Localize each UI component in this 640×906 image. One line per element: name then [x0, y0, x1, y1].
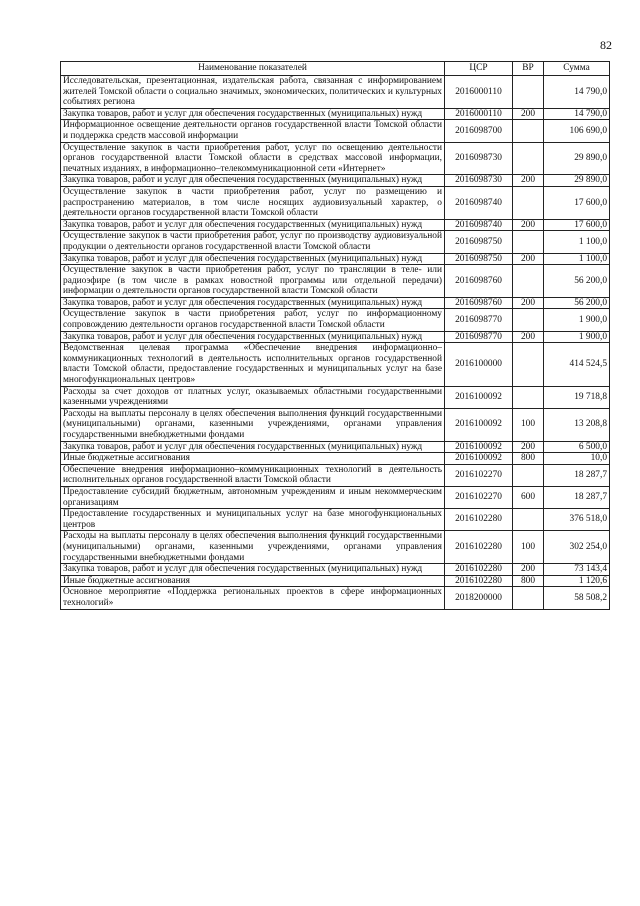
cell-name: Закупка товаров, работ и услуг для обеспечения государственных (муниципальных) нужд: [61, 175, 445, 187]
cell-csr: 2016100092: [445, 386, 513, 408]
cell-csr: 2016098760: [445, 265, 513, 298]
cell-sum: 302 254,0: [544, 531, 610, 564]
cell-sum: 18 287,7: [544, 486, 610, 508]
cell-csr: 2016000110: [445, 76, 513, 109]
cell-sum: 414 524,5: [544, 343, 610, 386]
table-header-row: [61, 62, 610, 76]
cell-sum: 29 890,0: [544, 175, 610, 187]
cell-csr: 2016098730: [445, 142, 513, 175]
table-row: [61, 343, 610, 386]
cell-vr: 600: [513, 486, 544, 508]
cell-name: Закупка товаров, работ и услуг для обеспечения государственных (муниципальных) нужд: [61, 253, 445, 265]
table-row: [61, 509, 610, 531]
cell-name: Предоставление субсидий бюджетным, автономным учреждениям и иным некоммерческим организациям: [61, 486, 445, 508]
cell-vr: [513, 76, 544, 109]
cell-vr: [513, 343, 544, 386]
cell-sum: 56 200,0: [544, 297, 610, 309]
cell-name: Осуществление закупок в части приобретения работ, услуг по трансляции в теле- или радиоэфире (в том числе в рамках новостной программы или отдельной передачи) информации о деятельности органов государственной власти Томской области: [61, 265, 445, 298]
cell-csr: 2016000110: [445, 108, 513, 120]
table-row: [61, 464, 610, 486]
cell-vr: 200: [513, 297, 544, 309]
cell-name: Закупка товаров, работ и услуг для обеспечения государственных (муниципальных) нужд: [61, 331, 445, 343]
cell-sum: 58 508,2: [544, 587, 610, 609]
cell-name: Предоставление государственных и муниципальных услуг на базе многофункциональных центров: [61, 509, 445, 531]
cell-name: Закупка товаров, работ и услуг для обеспечения государственных (муниципальных) нужд: [61, 108, 445, 120]
table-row: [61, 386, 610, 408]
table-row: [61, 441, 610, 453]
cell-csr: 2016102280: [445, 575, 513, 587]
cell-name: Закупка товаров, работ и услуг для обеспечения государственных (муниципальных) нужд: [61, 297, 445, 309]
cell-sum: 14 790,0: [544, 108, 610, 120]
table-row: [61, 120, 610, 142]
cell-sum: 376 518,0: [544, 509, 610, 531]
cell-csr: 2016098770: [445, 331, 513, 343]
cell-vr: [513, 142, 544, 175]
cell-sum: 13 208,8: [544, 408, 610, 441]
table-row: [61, 108, 610, 120]
table-row: [61, 253, 610, 265]
cell-csr: 2016102280: [445, 531, 513, 564]
column-header-sum: Сумма: [544, 62, 610, 76]
cell-csr: 2016098740: [445, 219, 513, 231]
cell-vr: 800: [513, 575, 544, 587]
cell-name: Закупка товаров, работ и услуг для обеспечения государственных (муниципальных) нужд: [61, 564, 445, 576]
cell-csr: 2016098750: [445, 253, 513, 265]
table-row: [61, 309, 610, 331]
cell-name: Ведомственная целевая программа «Обеспечение внедрения информационно–коммуникационных технологий в деятельность исполнительных органов государственной власти Томской области, предоставление государственных и муниципальных услуг на базе многофункциональных центров»: [61, 343, 445, 386]
cell-sum: 1 100,0: [544, 231, 610, 253]
cell-csr: 2016100092: [445, 408, 513, 441]
cell-csr: 2016098740: [445, 186, 513, 219]
column-header-vr: ВР: [513, 62, 544, 76]
cell-vr: [513, 464, 544, 486]
cell-sum: 73 143,4: [544, 564, 610, 576]
cell-name: Осуществление закупок в части приобретения работ, услуг по информационному сопровождению деятельности органов государственной власти Томской области: [61, 309, 445, 331]
cell-vr: [513, 587, 544, 609]
table-row: [61, 186, 610, 219]
cell-name: Основное мероприятие «Поддержка региональных проектов в сфере информационных технологий»: [61, 587, 445, 609]
cell-vr: 200: [513, 219, 544, 231]
cell-sum: 17 600,0: [544, 219, 610, 231]
cell-sum: 1 900,0: [544, 331, 610, 343]
cell-sum: 18 287,7: [544, 464, 610, 486]
cell-vr: [513, 309, 544, 331]
cell-sum: 10,0: [544, 453, 610, 465]
table-row: [61, 486, 610, 508]
table-body: [61, 76, 610, 610]
cell-name: Закупка товаров, работ и услуг для обеспечения государственных (муниципальных) нужд: [61, 219, 445, 231]
cell-csr: 2016098730: [445, 175, 513, 187]
cell-sum: 56 200,0: [544, 265, 610, 298]
cell-vr: 100: [513, 408, 544, 441]
cell-csr: 2016098750: [445, 231, 513, 253]
cell-csr: 2016098770: [445, 309, 513, 331]
column-header-name: Наименование показателей: [61, 62, 445, 76]
table-row: [61, 331, 610, 343]
cell-sum: 1 100,0: [544, 253, 610, 265]
cell-vr: 200: [513, 564, 544, 576]
column-header-csr: ЦСР: [445, 62, 513, 76]
cell-vr: 200: [513, 253, 544, 265]
cell-vr: [513, 265, 544, 298]
table-row: [61, 219, 610, 231]
cell-vr: 200: [513, 331, 544, 343]
cell-vr: [513, 186, 544, 219]
budget-table: [60, 61, 610, 610]
cell-vr: [513, 386, 544, 408]
page-number: 82: [600, 38, 612, 52]
cell-vr: 200: [513, 108, 544, 120]
cell-vr: 200: [513, 441, 544, 453]
table-row: [61, 265, 610, 298]
table-row: [61, 575, 610, 587]
table-row: [61, 175, 610, 187]
table-row: [61, 564, 610, 576]
cell-sum: 14 790,0: [544, 76, 610, 109]
cell-sum: 6 500,0: [544, 441, 610, 453]
cell-sum: 29 890,0: [544, 142, 610, 175]
cell-csr: 2016098700: [445, 120, 513, 142]
cell-sum: 17 600,0: [544, 186, 610, 219]
cell-csr: 2016100092: [445, 453, 513, 465]
cell-vr: [513, 509, 544, 531]
table-row: [61, 587, 610, 609]
cell-name: Обеспечение внедрения информационно–коммуникационных технологий в деятельность исполнительных органов государственной власти Томской области: [61, 464, 445, 486]
cell-csr: 2016098760: [445, 297, 513, 309]
cell-csr: 2016102270: [445, 486, 513, 508]
cell-csr: 2016102280: [445, 564, 513, 576]
cell-name: Осуществление закупок в части приобретения работ, услуг по производству аудиовизуальной продукции о деятельности органов государственной власти Томской области: [61, 231, 445, 253]
cell-name: Расходы за счет доходов от платных услуг, оказываемых областными государственными казенными учреждениями: [61, 386, 445, 408]
table-row: [61, 142, 610, 175]
cell-sum: 1 120,6: [544, 575, 610, 587]
cell-vr: 800: [513, 453, 544, 465]
cell-vr: [513, 120, 544, 142]
table-row: [61, 76, 610, 109]
cell-csr: 2016102270: [445, 464, 513, 486]
cell-name: Осуществление закупок в части приобретения работ, услуг по освещению деятельности органов государственной власти Томской области в средствах массовой информации, печатных изданиях, в информационно–телекоммуникационной сети «Интернет»: [61, 142, 445, 175]
cell-vr: 200: [513, 175, 544, 187]
cell-sum: 1 900,0: [544, 309, 610, 331]
table-row: [61, 453, 610, 465]
cell-vr: 100: [513, 531, 544, 564]
table-row: [61, 531, 610, 564]
table-row: [61, 297, 610, 309]
cell-name: Иные бюджетные ассигнования: [61, 453, 445, 465]
cell-name: Расходы на выплаты персоналу в целях обеспечения выполнения функций государственными (муниципальными) органами, казенными учреждениями, органами управления государственными внебюджетными фондами: [61, 531, 445, 564]
cell-csr: 2016100000: [445, 343, 513, 386]
cell-vr: [513, 231, 544, 253]
cell-csr: 2016102280: [445, 509, 513, 531]
cell-name: Иные бюджетные ассигнования: [61, 575, 445, 587]
cell-sum: 106 690,0: [544, 120, 610, 142]
cell-name: Информационное освещение деятельности органов государственной власти Томской области и поддержка средств массовой информации: [61, 120, 445, 142]
table-row: [61, 408, 610, 441]
cell-csr: 2018200000: [445, 587, 513, 609]
cell-name: Расходы на выплаты персоналу в целях обеспечения выполнения функций государственными (муниципальными) органами, казенными учреждениями, органами управления государственными внебюджетными фондами: [61, 408, 445, 441]
cell-sum: 19 718,8: [544, 386, 610, 408]
cell-name: Закупка товаров, работ и услуг для обеспечения государственных (муниципальных) нужд: [61, 441, 445, 453]
table-row: [61, 231, 610, 253]
cell-csr: 2016100092: [445, 441, 513, 453]
cell-name: Исследовательская, презентационная, издательская работа, связанная с информированием жителей Томской области о социально значимых, экономических, политических и культурных событиях региона: [61, 76, 445, 109]
cell-name: Осуществление закупок в части приобретения работ, услуг по размещению и распространению материалов, в том числе носящих аудиовизуальный характер, о деятельности органов государственной власти Томской области: [61, 186, 445, 219]
